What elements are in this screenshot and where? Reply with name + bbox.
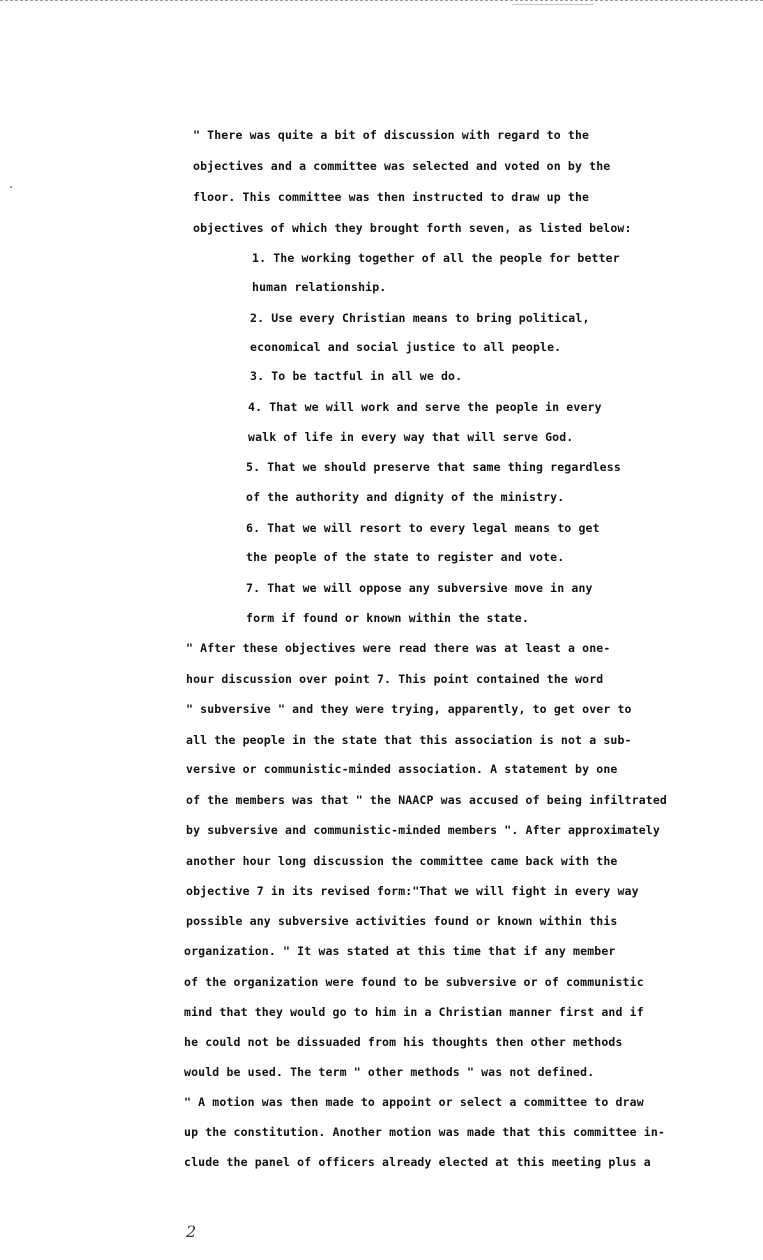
scan-speck	[10, 186, 12, 188]
text-line: " A motion was then made to appoint or select a committee to draw	[184, 1095, 644, 1109]
text-line: " subversive " and they were trying, apparently, to get over to	[186, 702, 632, 716]
text-line: all the people in the state that this association is not a sub-	[186, 733, 632, 747]
text-line: would be used. The term " other methods " was not defined.	[184, 1065, 595, 1079]
text-line: objective 7 in its revised form:"That we will fight in every way	[186, 884, 639, 898]
text-line: floor. This committee was then instructed to draw up the	[193, 190, 590, 204]
text-line: up the constitution. Another motion was made that this committee in-	[184, 1125, 666, 1139]
text-line: human relationship.	[252, 280, 387, 294]
text-line: clude the panel of officers already elected at this meeting plus a	[184, 1155, 651, 1169]
text-line: form if found or known within the state.	[246, 611, 529, 625]
scan-mark	[512, 4, 594, 5]
text-line: 1. The working together of all the people for better	[252, 251, 620, 265]
text-line: walk of life in every way that will serve God.	[248, 430, 574, 444]
text-line: another hour long discussion the committee came back with the	[186, 854, 618, 868]
page-number: 2	[186, 1222, 197, 1241]
text-line: objectives and a committee was selected and voted on by the	[193, 159, 611, 173]
text-line: " There was quite a bit of discussion with regard to the	[193, 128, 590, 142]
text-line: mind that they would go to him in a Christian manner first and if	[184, 1005, 644, 1019]
text-line: organization. " It was stated at this time that if any member	[184, 944, 616, 958]
text-line: 3. To be tactful in all we do.	[250, 369, 463, 383]
text-line: of the authority and dignity of the ministry.	[246, 490, 565, 504]
text-line: of the members was that " the NAACP was accused of being infiltrated	[186, 793, 668, 807]
text-line: 6. That we will resort to every legal means to get	[246, 521, 600, 535]
text-line: possible any subversive activities found or known within this	[186, 914, 618, 928]
text-line: by subversive and communistic-minded members ". After approximately	[186, 823, 660, 837]
page-top-edge	[0, 0, 763, 1]
text-line: objectives of which they brought forth seven, as listed below:	[193, 221, 632, 235]
text-line: economical and social justice to all people.	[250, 340, 562, 354]
text-line: hour discussion over point 7. This point contained the word	[186, 672, 604, 686]
text-line: the people of the state to register and vote.	[246, 550, 565, 564]
text-line: 5. That we should preserve that same thing regardless	[246, 460, 621, 474]
text-line: versive or communistic-minded association. A statement by one	[186, 762, 618, 776]
text-line: " After these objectives were read there was at least a one-	[186, 641, 611, 655]
text-line: 7. That we will oppose any subversive move in any	[246, 581, 593, 595]
text-line: 4. That we will work and serve the people in every	[248, 400, 602, 414]
text-line: 2. Use every Christian means to bring political,	[250, 311, 590, 325]
text-line: of the organization were found to be subversive or of communistic	[184, 975, 644, 989]
text-line: he could not be dissuaded from his thoughts then other methods	[184, 1035, 623, 1049]
